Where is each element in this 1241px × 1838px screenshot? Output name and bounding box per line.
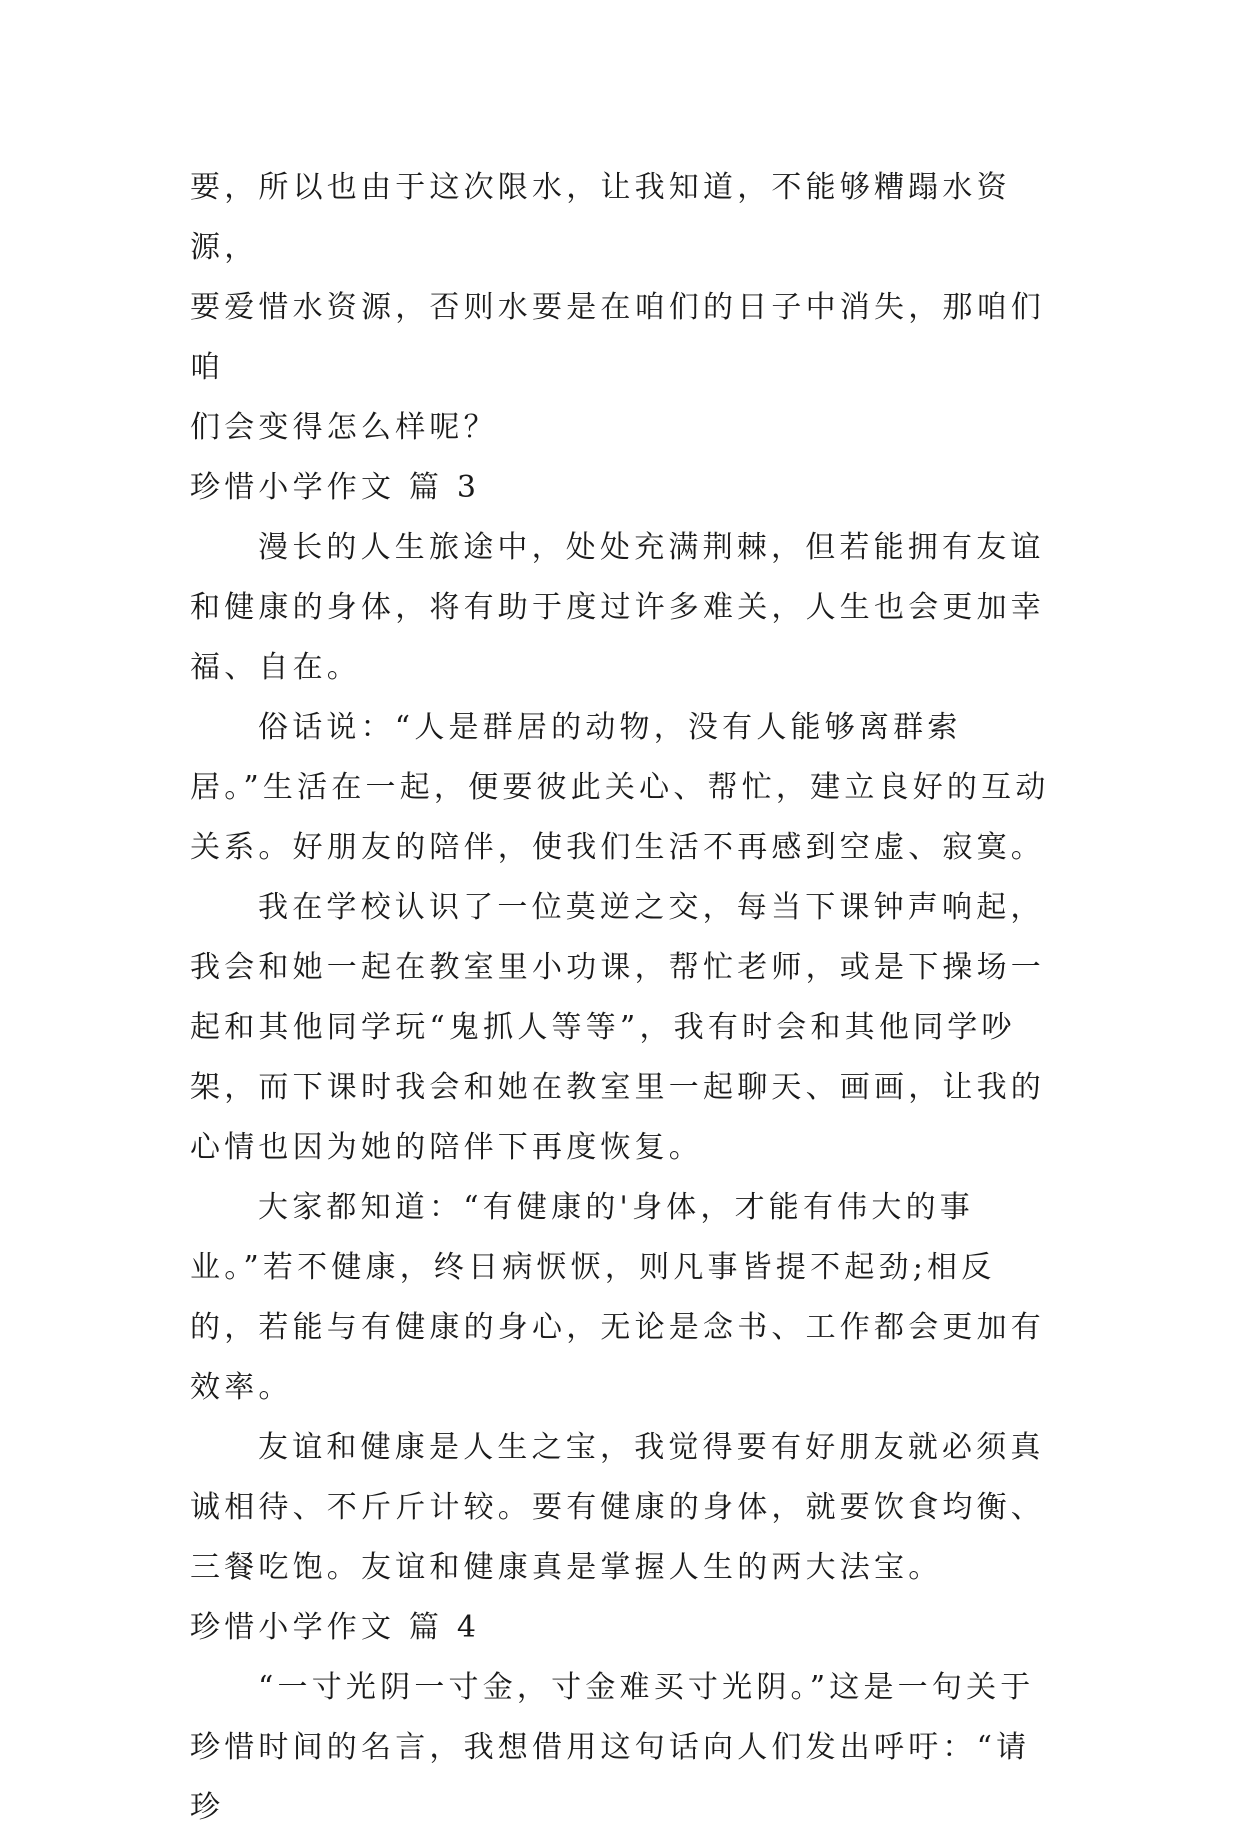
section-3-paragraph-4: 大家都知道：“有健康的'身体，才能有伟大的事业。”若不健康，终日病恹恹，则凡事皆提不起劲;相反的，若能与有健康的身心，无论是念书、工作都会更加有效率。 bbox=[190, 1190, 1045, 1405]
section-3-paragraph-2: 俗话说：“人是群居的动物，没有人能够离群索居。”生活在一起，便要彼此关心、帮忙，建立良好的互动关系。好朋友的陪伴，使我们生活不再感到空虚、寂寞。 bbox=[190, 710, 1050, 865]
section-4-heading: 珍惜小学作文 篇 4 bbox=[190, 1610, 481, 1645]
section-3-paragraph-3: 我在学校认识了一位莫逆之交，每当下课钟声响起，我会和她一起在教室里小功课，帮忙老师，或是下操场一起和其他同学玩“鬼抓人等等”，我有时会和其他同学吵架，而下课时我会和她在教室里一起聊天、画画，让我的心情也因为她的陪伴下再度恢复。 bbox=[190, 890, 1045, 1165]
section-3-paragraph-1: 漫长的人生旅途中，处处充满荆棘，但若能拥有友谊和健康的身体，将有助于度过许多难关，人生也会更加幸福、自在。 bbox=[190, 530, 1045, 685]
continuation-line-2: 要爱惜水资源，否则水要是在咱们的日子中消失，那咱们咱 bbox=[190, 290, 1045, 385]
continuation-line-3: 们会变得怎么样呢？ bbox=[190, 410, 498, 445]
continuation-line-1: 要，所以也由于这次限水，让我知道，不能够糟蹋水资源， bbox=[190, 170, 1011, 265]
section-3-heading: 珍惜小学作文 篇 3 bbox=[190, 470, 481, 505]
section-3-paragraph-5: 友谊和健康是人生之宝，我觉得要有好朋友就必须真诚相待、不斤斤计较。要有健康的身体，就要饮食均衡、三餐吃饱。友谊和健康真是掌握人生的两大法宝。 bbox=[190, 1430, 1045, 1585]
document-body bbox=[190, 158, 1050, 1838]
section-4-paragraph-1: “一寸光阴一寸金，寸金难买寸光阴。”这是一句关于珍惜时间的名言，我想借用这句话向人们发出呼吁：“请珍 bbox=[190, 1670, 1035, 1825]
